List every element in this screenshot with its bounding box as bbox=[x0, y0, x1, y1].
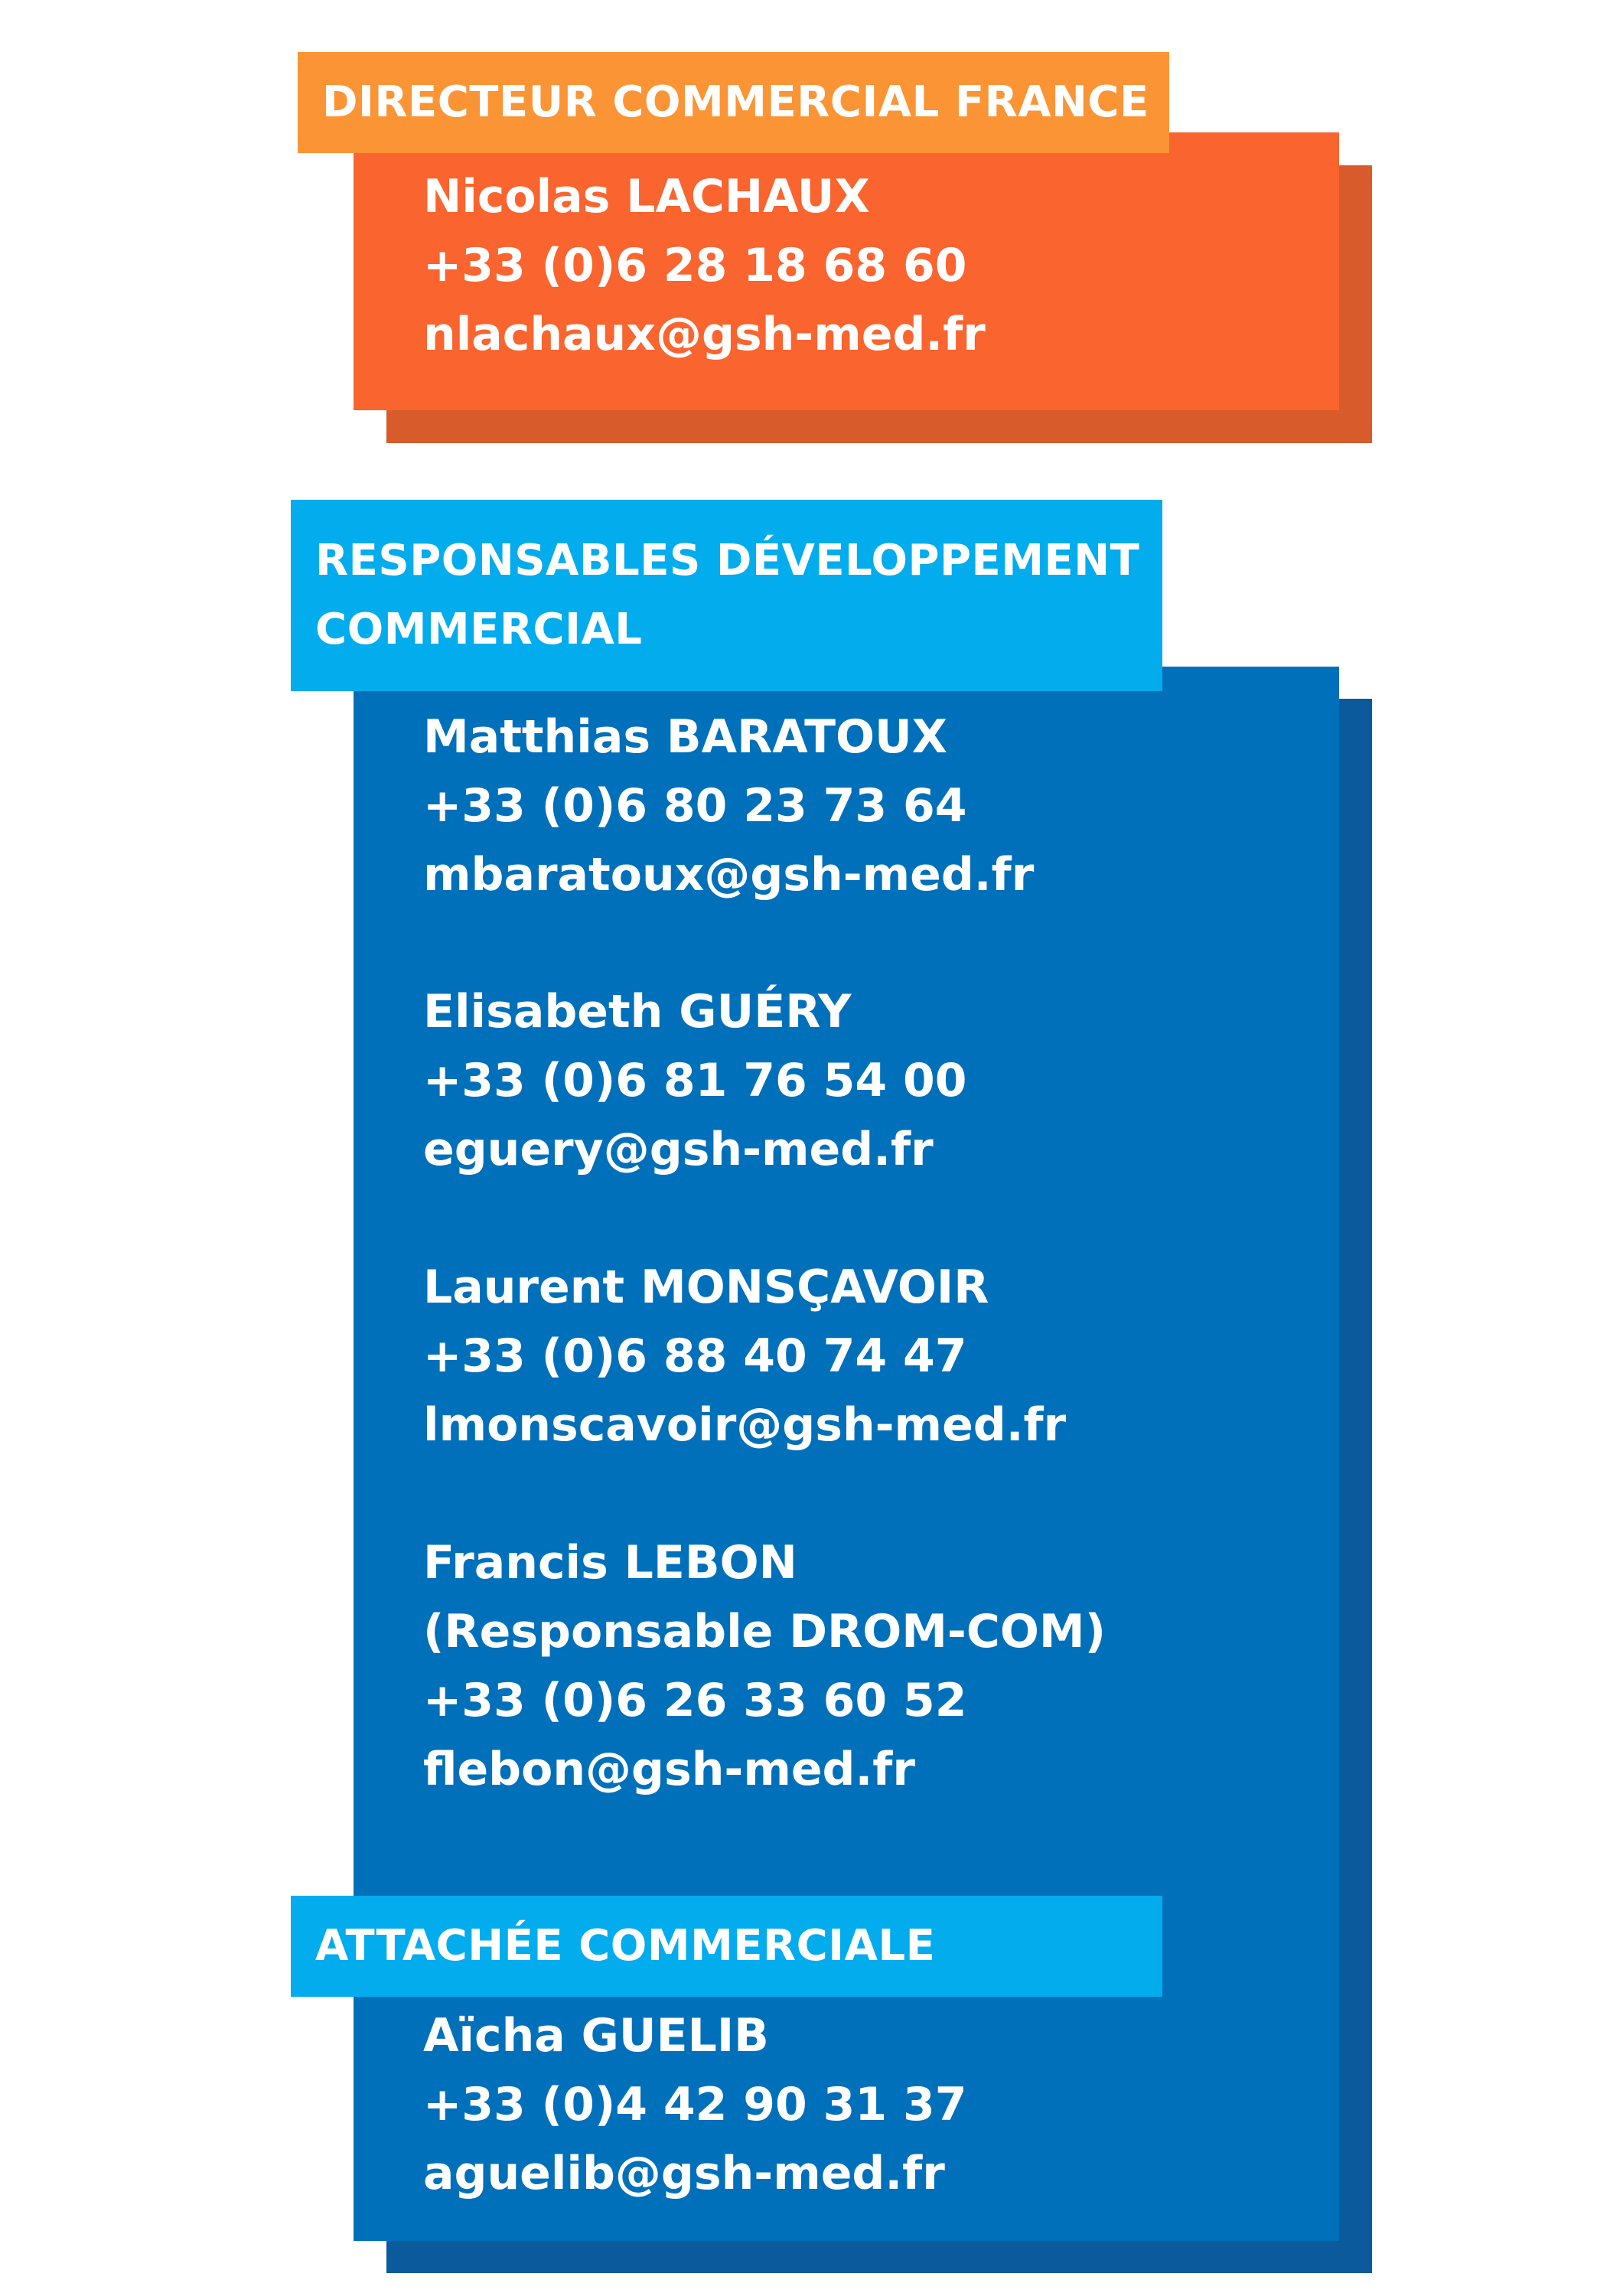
contact-phone: +33 (0)6 28 18 68 60 bbox=[423, 239, 967, 292]
development-section-title bbox=[291, 500, 1162, 691]
contact-lebon bbox=[423, 1528, 1106, 1804]
contact-phone: +33 (0)6 80 23 73 64 bbox=[423, 779, 967, 833]
contact-role: (Responsable DROM-COM) bbox=[423, 1605, 1106, 1658]
contact-email: aguelib@gsh-med.fr bbox=[423, 2147, 945, 2200]
director-contact bbox=[423, 162, 986, 369]
director-section-title: DIRECTEUR COMMERCIAL FRANCE bbox=[298, 52, 1169, 153]
attache-section-title: ATTACHÉE COMMERCIALE bbox=[291, 1896, 1162, 1997]
contact-phone: +33 (0)6 88 40 74 47 bbox=[423, 1329, 967, 1383]
contact-name: Laurent MONSÇAVOIR bbox=[423, 1261, 989, 1314]
contact-email: nlachaux@gsh-med.fr bbox=[423, 308, 986, 361]
contact-email: mbaratoux@gsh-med.fr bbox=[423, 848, 1035, 902]
contact-name: Elisabeth GUÉRY bbox=[423, 985, 852, 1039]
contact-guery bbox=[423, 977, 967, 1184]
contact-email: eguery@gsh-med.fr bbox=[423, 1123, 934, 1176]
contact-baratoux bbox=[423, 703, 1034, 909]
contact-name: Nicolas LACHAUX bbox=[423, 170, 870, 223]
contact-name: Matthias BARATOUX bbox=[423, 710, 947, 764]
contact-email: lmonscavoir@gsh-med.fr bbox=[423, 1398, 1067, 1452]
development-title-line-1: RESPONSABLES DÉVELOPPEMENT bbox=[315, 536, 1140, 585]
contact-guelib bbox=[423, 2001, 967, 2208]
development-title-line-2: COMMERCIAL bbox=[315, 605, 643, 654]
contact-phone: +33 (0)6 81 76 54 00 bbox=[423, 1054, 967, 1107]
contact-phone: +33 (0)6 26 33 60 52 bbox=[423, 1674, 967, 1727]
contact-name: Aïcha GUELIB bbox=[423, 2009, 769, 2063]
contact-phone: +33 (0)4 42 90 31 37 bbox=[423, 2078, 967, 2131]
contact-email: flebon@gsh-med.fr bbox=[423, 1743, 915, 1796]
contact-name: Francis LEBON bbox=[423, 1536, 797, 1590]
contact-monscavoir bbox=[423, 1253, 1066, 1459]
